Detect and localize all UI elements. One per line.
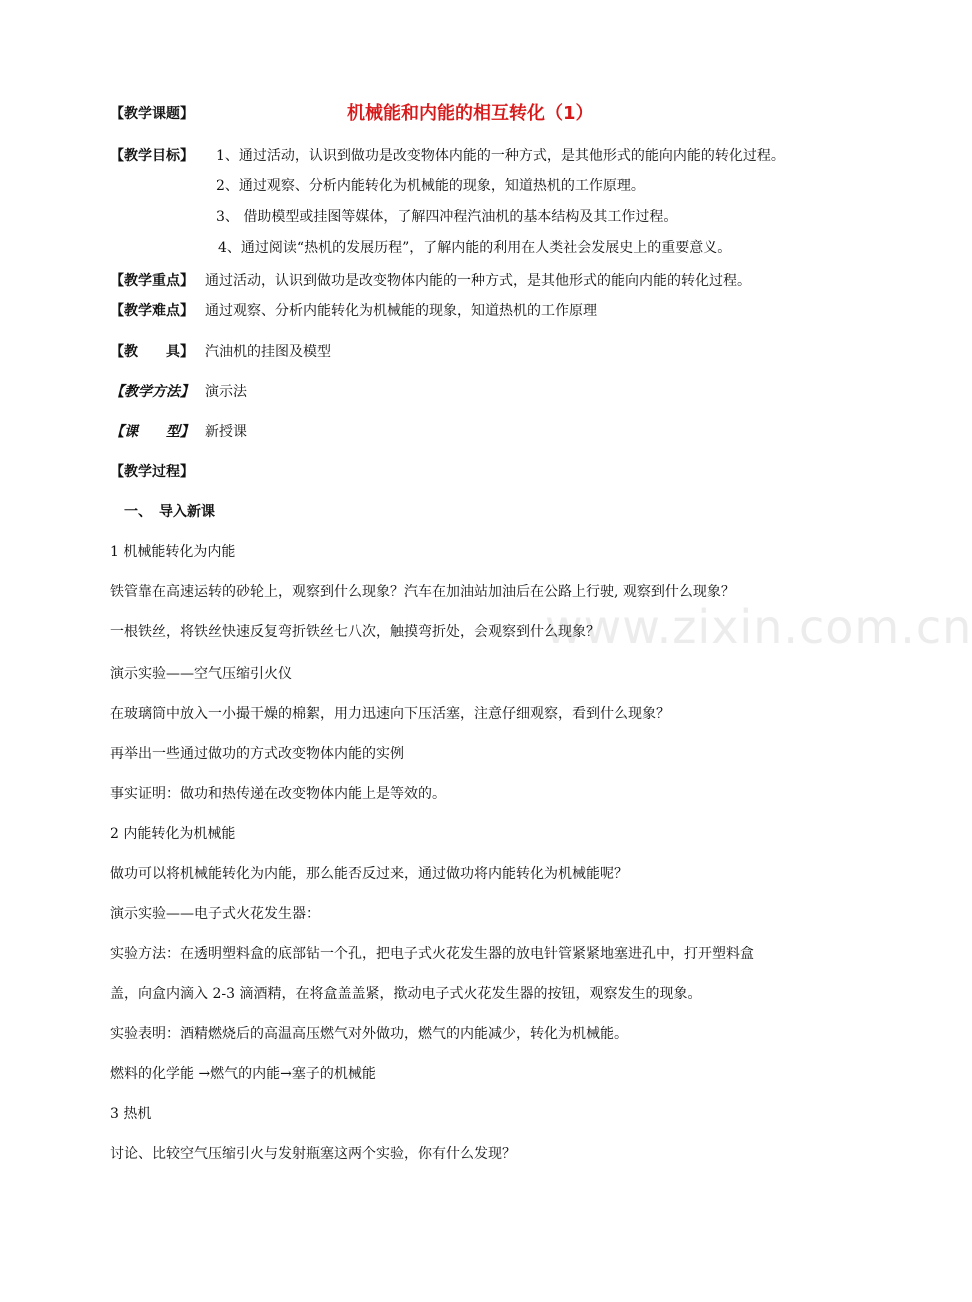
process-line: 2 内能转化为机械能 [110, 826, 236, 842]
process-line: 事实证明：做功和热传递在改变物体内能上是等效的。 [110, 786, 446, 802]
process-line: 实验方法：在透明塑料盒的底部钻一个孔，把电子式火花发生器的放电针管紧紧地塞进孔中，打开塑料盒 [110, 946, 754, 962]
process-line: 做功可以将机械能转化为内能，那么能否反过来，通过做功将内能转化为机械能呢？ [110, 866, 628, 882]
key-point-label: 【教学重点】 [110, 273, 194, 289]
method-text: 演示法 [205, 384, 247, 400]
lesson-type-label: 【课 型】 [110, 424, 194, 440]
tools-text: 汽油机的挂图及模型 [205, 344, 331, 360]
process-line: 盖，向盒内滴入 2-3 滴酒精，在将盒盖盖紧，揿动电子式火花发生器的按钮，观察发生的现象。 [110, 986, 702, 1002]
process-line: 燃料的化学能 →燃气的内能→塞子的机械能 [110, 1066, 376, 1082]
objective-item-2: 2、通过观察、分析内能转化为机械能的现象，知道热机的工作原理。 [216, 178, 645, 194]
process-line: 再举出一些通过做功的方式改变物体内能的实例 [110, 746, 404, 762]
topic-label: 【教学课题】 [110, 106, 194, 122]
process-line: 实验表明：酒精燃烧后的高温高压燃气对外做功，燃气的内能减少，转化为机械能。 [110, 1026, 628, 1042]
key-point-text: 通过活动，认识到做功是改变物体内能的一种方式，是其他形式的能向内能的转化过程。 [205, 273, 751, 289]
difficulty-label: 【教学难点】 [110, 303, 194, 319]
objective-item-4: 4、通过阅读“热机的发展历程”，了解内能的利用在人类社会发展史上的重要意义。 [218, 240, 732, 256]
objective-item-3: 3、 借助模型或挂图等媒体，了解四冲程汽油机的基本结构及其工作过程。 [216, 209, 678, 225]
process-line: 讨论、比较空气压缩引火与发射瓶塞这两个实验，你有什么发现？ [110, 1146, 516, 1162]
process-line: 铁管靠在高速运转的砂轮上，观察到什么现象？汽车在加油站加油后在公路上行驶, 观察到什么现象？ [110, 584, 735, 600]
watermark: www.zixin.com.cn [545, 600, 972, 654]
process-line: 3 热机 [110, 1106, 152, 1122]
lesson-type-text: 新授课 [205, 424, 247, 440]
objective-item-1: 1、通过活动，认识到做功是改变物体内能的一种方式，是其他形式的能向内能的转化过程。 [216, 148, 785, 164]
objectives-label: 【教学目标】 [110, 148, 194, 164]
process-label: 【教学过程】 [110, 464, 194, 480]
process-line: 演示实验——电子式火花发生器： [110, 906, 320, 922]
section-heading-1: 一、 导入新课 [124, 504, 215, 520]
process-line: 演示实验——空气压缩引火仪 [110, 666, 292, 682]
difficulty-text: 通过观察、分析内能转化为机械能的现象，知道热机的工作原理 [205, 303, 597, 319]
process-line: 1 机械能转化为内能 [110, 544, 236, 560]
tools-label: 【教 具】 [110, 344, 194, 360]
process-line: 一根铁丝，将铁丝快速反复弯折铁丝七八次，触摸弯折处，会观察到什么现象？ [110, 624, 600, 640]
page-title: 机械能和内能的相互转化（1） [347, 103, 594, 124]
method-label: 【教学方法】 [110, 384, 194, 400]
process-line: 在玻璃筒中放入一小撮干燥的棉絮，用力迅速向下压活塞，注意仔细观察，看到什么现象？ [110, 706, 670, 722]
